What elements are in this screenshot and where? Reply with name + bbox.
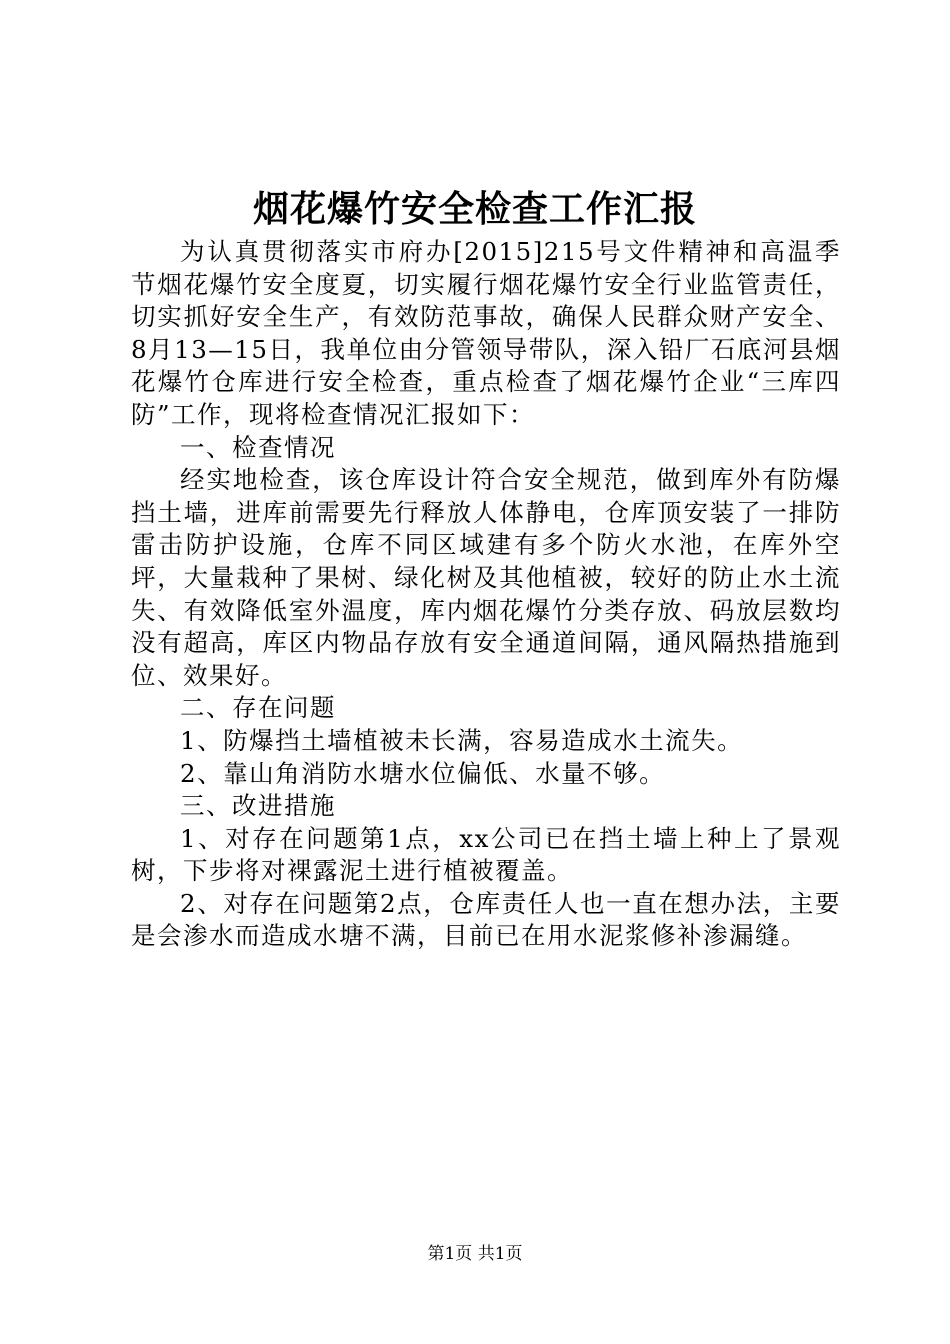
page-number-footer: 第1页 共1页 — [427, 1244, 523, 1264]
section-heading-problems: 二、存在问题 — [180, 693, 336, 723]
document-title: 烟花爆竹安全检查工作汇报 — [252, 188, 697, 230]
problem-item-1: 1、防爆挡土墙植被未长满，容易造成水土流失。 — [180, 725, 744, 755]
section-heading-measures: 三、改进措施 — [180, 791, 336, 821]
problem-item-2: 2、靠山角消防水塘水位偏低、水量不够。 — [180, 758, 666, 788]
measure-item-2: 2、对存在问题第2点，仓库责任人也一直在想办法，主要是会渗水而造成水塘不满，目前已在用水泥浆修补渗漏缝。 — [131, 888, 841, 951]
document-body — [131, 236, 841, 953]
section-heading-inspection: 一、检查情况 — [180, 432, 336, 462]
intro-paragraph: 为认真贯彻落实市府办[2015]215号文件精神和高温季节烟花爆竹安全度夏，切实履行烟花爆竹安全行业监管责任，切实抓好安全生产，有效防范事故，确保人民群众财产安全、8月13—15日，我单位由分管领导带队，深入铅厂石底河县烟花爆竹仓库进行安全检查，重点检查了烟花爆竹企业“三库四防”工作，现将检查情况汇报如下： — [131, 237, 841, 429]
measure-item-1: 1、对存在问题第1点，xx公司已在挡土墙上种上了景观树，下步将对裸露泥土进行植被覆盖。 — [131, 823, 841, 886]
inspection-paragraph: 经实地检查，该仓库设计符合安全规范，做到库外有防爆挡土墙，进库前需要先行释放人体静电，仓库顶安装了一排防雷击防护设施，仓库不同区域建有多个防火水池，在库外空坪，大量栽种了果树、绿化树及其他植被，较好的防止水土流失、有效降低室外温度，库内烟花爆竹分类存放、码放层数均没有超高，库区内物品存放有安全通道间隔，通风隔热措施到位、效果好。 — [131, 465, 841, 690]
